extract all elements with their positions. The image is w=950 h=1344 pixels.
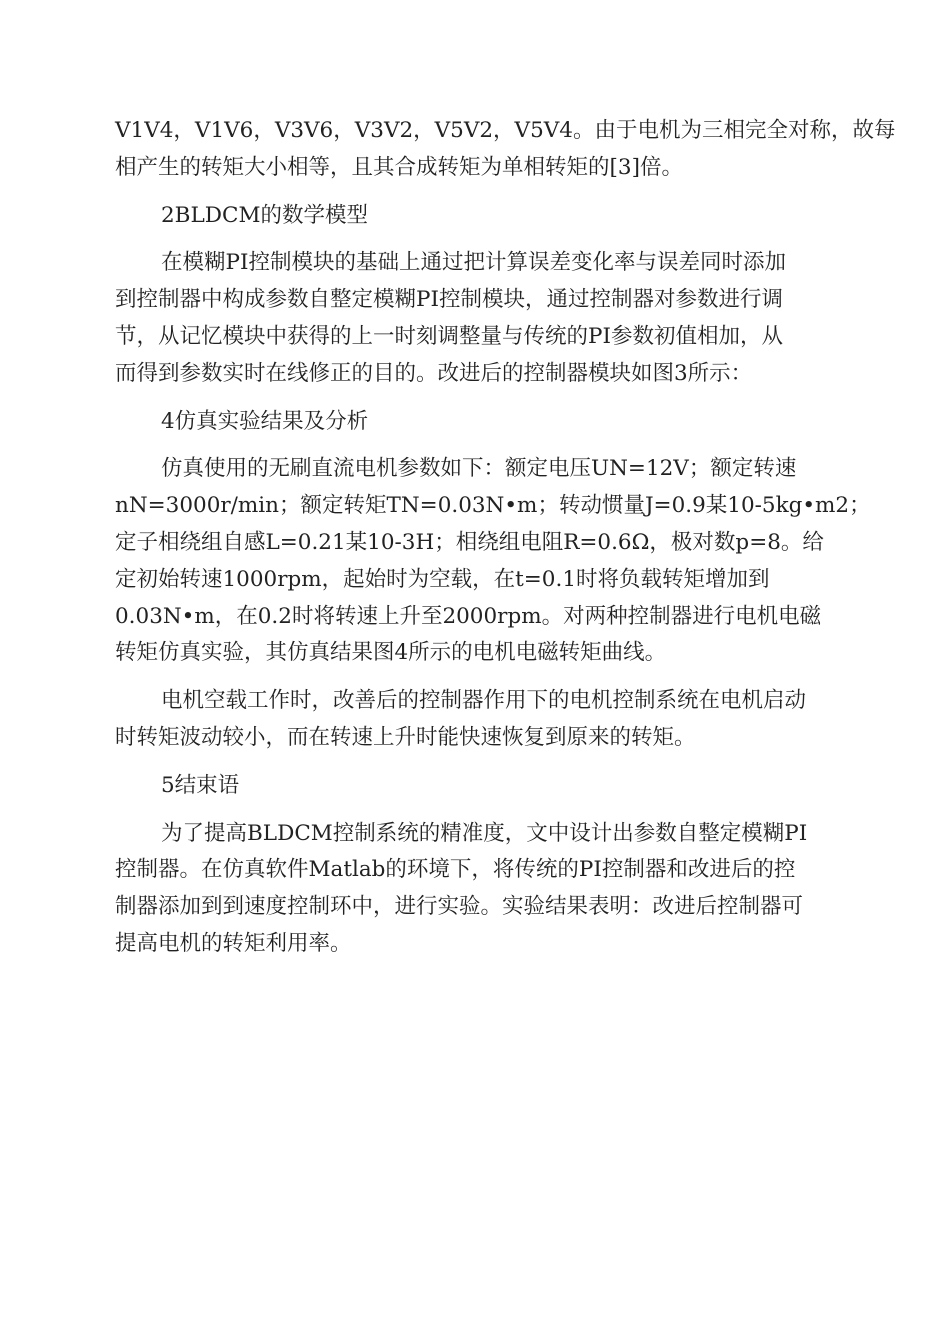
text-line: 提高电机的转矩利用率。: [115, 930, 352, 956]
heading-text: 5结束语: [161, 772, 240, 798]
text-line: 为了提高BLDCM控制系统的精准度，文中设计出参数自整定模糊PI: [161, 820, 808, 846]
text-line: 电机空载工作时，改善后的控制器作用下的电机控制系统在电机启动: [161, 688, 807, 714]
text-line: 相产生的转矩大小相等，且其合成转矩为单相转矩的[3]倍。: [115, 154, 683, 180]
text-line: 仿真使用的无刷直流电机参数如下：额定电压UN=12V；额定转速: [161, 456, 797, 482]
text-line: V1V4，V1V6，V3V6，V3V2，V5V2，V5V4。由于电机为三相完全对称，故每: [115, 118, 896, 143]
text-line: 控制器。在仿真软件Matlab的环境下，将传统的PI控制器和改进后的控: [115, 857, 796, 883]
section-heading-bldcm-model: [115, 198, 835, 235]
paragraph-motor-parameters: [115, 451, 871, 672]
paragraph-conclusion: [115, 816, 835, 963]
text-line: 时转矩波动较小，而在转速上升时能快速恢复到原来的转矩。: [115, 724, 696, 750]
text-line: 定初始转速1000rpm，起始时为空载，在t=0.1时将负载转矩增加到: [115, 566, 770, 592]
paragraph-commutation-sequence: [115, 113, 896, 187]
text-line: 定子相绕组自感L=0.21某10-3H；相绕组电阻R=0.6Ω，极对数p=8。给: [115, 529, 824, 555]
text-line: nN=3000r/min；额定转矩TN=0.03N•m；转动惯量J=0.9某10-5kg•m2；: [115, 493, 871, 519]
text-line: 在模糊PI控制模块的基础上通过把计算误差变化率与误差同时添加: [161, 250, 786, 276]
heading-text: 2BLDCM的数学模型: [161, 202, 368, 228]
paragraph-no-load-result: [115, 683, 835, 757]
text-line: 转矩仿真实验，其仿真结果图4所示的电机电磁转矩曲线。: [115, 640, 667, 666]
text-line: 而得到参数实时在线修正的目的。改进后的控制器模块如图3所示：: [115, 360, 753, 386]
text-line: 到控制器中构成参数自整定模糊PI控制模块，通过控制器对参数进行调: [115, 287, 783, 313]
section-heading-conclusion: [115, 768, 835, 805]
heading-text: 4仿真实验结果及分析: [161, 408, 369, 434]
text-line: 0.03N•m，在0.2时将转速上升至2000rpm。对两种控制器进行电机电磁: [115, 603, 822, 629]
section-heading-simulation: [115, 404, 835, 441]
text-line: 节，从记忆模块中获得的上一时刻调整量与传统的PI参数初值相加，从: [115, 323, 783, 349]
document-body: [115, 113, 896, 974]
text-line: 制器添加到到速度控制环中，进行实验。实验结果表明：改进后控制器可: [115, 894, 804, 920]
paragraph-fuzzy-pi-module: [115, 245, 835, 392]
